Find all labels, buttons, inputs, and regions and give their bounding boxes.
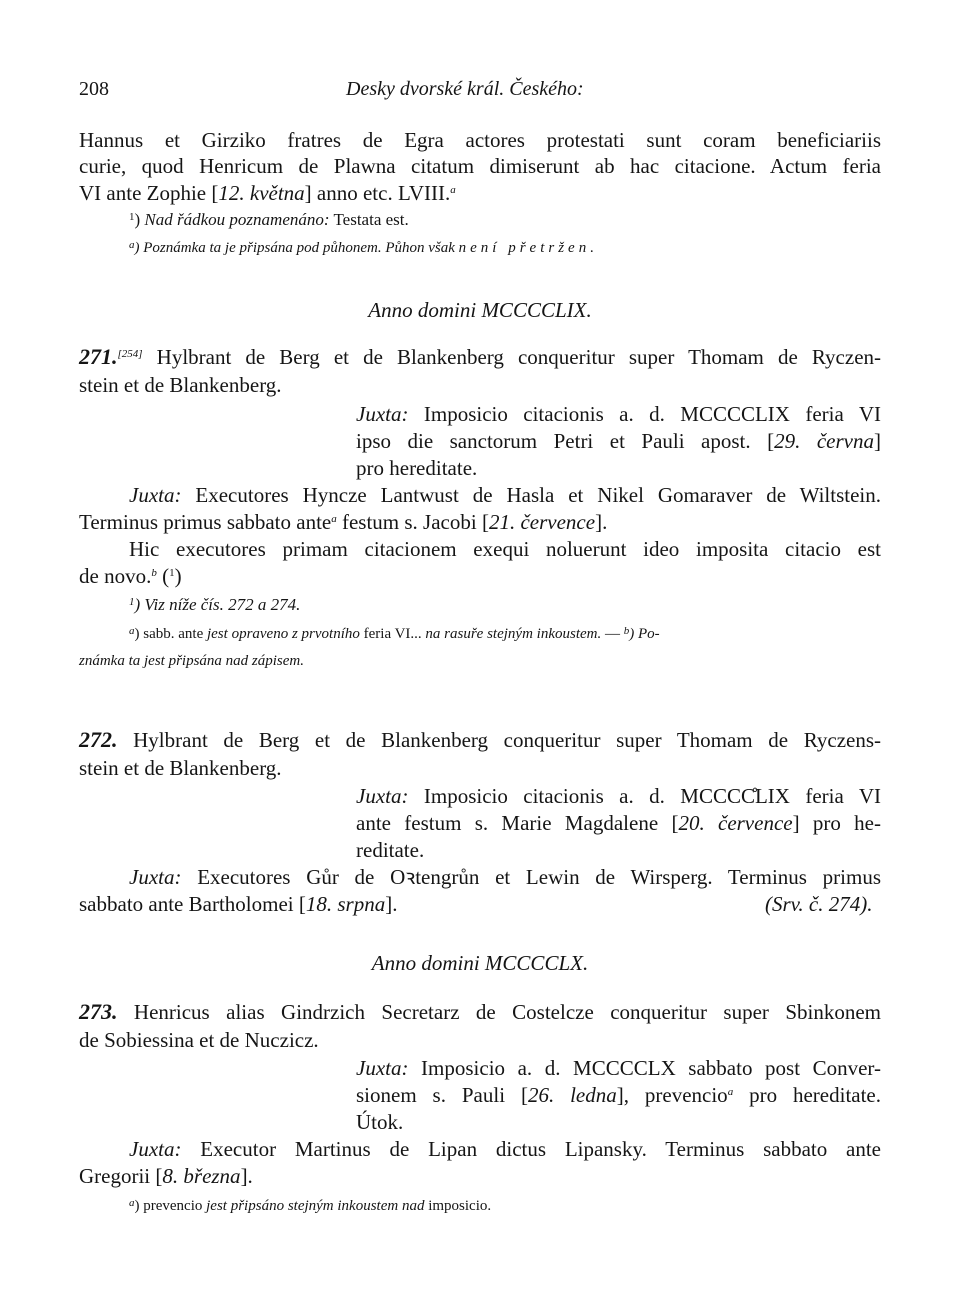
entry-272-line-2: stein et de Blankenberg. <box>79 756 282 780</box>
entry-273-juxta-2: sionem s. Pauli [26. ledna], prevencio$^a$ pro hereditate. <box>356 1083 882 1107</box>
entry-270-footnote-a: $^a$) Poznámka ta je připsána pod půhonem. Půhon však není přetržen. <box>129 239 598 256</box>
entry-272-juxta-3: reditate. <box>356 838 425 862</box>
entry-271-footnote-a-cont: známka ta jest připsána nad zápisem. <box>79 653 304 669</box>
entry-273-footnote-a: $^a$) prevencio jest připsáno stejným inkoustem nad imposicio. <box>129 1197 492 1214</box>
entry-273-juxta-3: Útok. <box>356 1110 404 1134</box>
entry-273-line-1: 273. Henricus alias Gindrzich Secretarz de Costelcze conqueritur super Sbinkonem <box>79 999 881 1024</box>
entry-272-juxta-2: ante festum s. Marie Magdalene [20. července] pro he- <box>356 811 881 835</box>
running-title: Desky dvorské král. Českého: <box>346 78 584 100</box>
entry-271-juxta-1: Juxta: Imposicio citacionis a. d. MCCCCLIX feria VI <box>356 402 881 426</box>
entry-271-juxta-2: ipso die sanctorum Petri et Pauli apost. [29. června] <box>356 429 881 453</box>
year-heading-1460: Anno domini MCCCCLX. <box>371 951 589 975</box>
year-heading-1459: Anno domini MCCCCLIX. <box>368 298 592 322</box>
page-number: 208 <box>79 78 109 100</box>
entry-272-terminus: sabbato ante Bartholomei [18. srpna]. <box>79 892 398 916</box>
entry-271-line-2: stein et de Blankenberg. <box>79 373 282 397</box>
entry-271-juxta-3: pro hereditate. <box>356 456 478 480</box>
entry-272-line-1: 272. Hylbrant de Berg et de Blankenberg conqueritur super Thomam de Ryczens- <box>79 727 881 752</box>
entry-270-footnote-1: $^1$) Nad řádkou poznamenáno: Testata est. <box>129 210 409 229</box>
entry-271-terminus: Terminus primus sabbato ante$^a$ festum s. Jacobi [21. července]. <box>79 510 608 534</box>
entry-270-line-2: curie, quod Henricum de Plawna citatum dimiserunt ab hac citacione. Actum feria <box>79 154 881 178</box>
entry-271-footnote-1: $^1$) Viz níže čís. 272 a 274. <box>129 595 301 614</box>
entry-270-line-3: VI ante Zophie [12. května] anno etc. LVIII.$^a$ <box>79 181 456 205</box>
entry-272-cross-reference: (Srv. č. 274). <box>765 892 873 916</box>
entry-272-executors: Juxta: Executores Gůr de Oꝛtengrůn et Lewin de Wirsperg. Terminus primus <box>129 865 881 889</box>
entry-273-terminus: Gregorii [8. března]. <box>79 1164 253 1188</box>
entry-271-line-8: de novo.$^b$ ($^1$) <box>79 564 182 588</box>
entry-271-line-1: 271.[254] Hylbrant de Berg et de Blankenberg conqueritur super Thomam de Ryczen- <box>79 344 882 369</box>
entry-271-executors: Juxta: Executores Hyncze Lantwust de Hasla et Nikel Gomaraver de Wiltstein. <box>129 483 881 507</box>
entry-273-executor: Juxta: Executor Martinus de Lipan dictus Lipansky. Terminus sabbato ante <box>129 1137 881 1161</box>
entry-270-line-1: Hannus et Girziko fratres de Egra actores protestati sunt coram beneficiariis <box>79 128 881 152</box>
entry-273-line-2: de Sobiessina et de Nuczicz. <box>79 1028 319 1052</box>
entry-271-footnote-a: $^a$) sabb. ante jest opraveno z prvotního feria VI... na rasuře stejným inkoustem. — $^b$) Po- <box>129 625 660 642</box>
entry-272-juxta-1: Juxta: Imposicio citacionis a. d. MCCCC̊LIX feria VI <box>356 784 881 808</box>
entry-271-line-7: Hic executores primam citacionem exequi noluerunt ideo imposita citacio est <box>129 537 881 561</box>
entry-273-juxta-1: Juxta: Imposicio a. d. MCCCCLX sabbato post Conver- <box>356 1056 881 1080</box>
